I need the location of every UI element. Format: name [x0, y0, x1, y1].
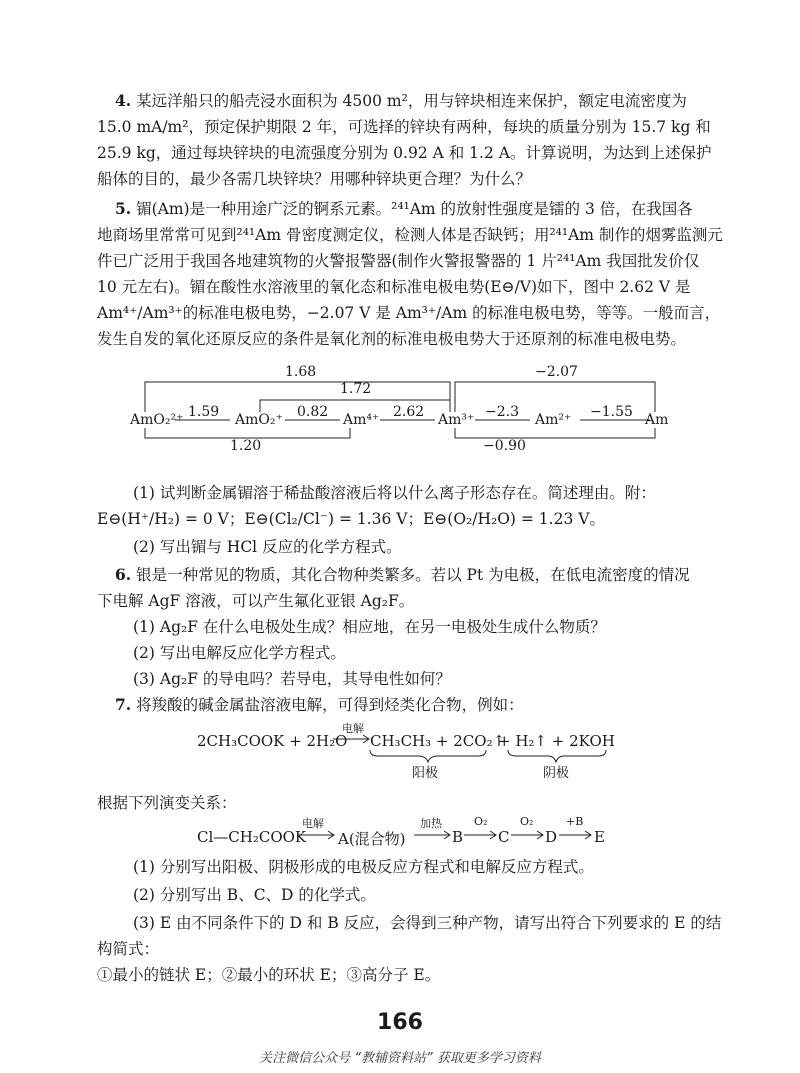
species-amo2-plus: AmO₂⁺ [235, 412, 283, 428]
eq2-arrow-5-icon [559, 829, 595, 841]
potential-1-68: 1.68 [285, 364, 317, 380]
cathode-brace-icon [508, 750, 606, 762]
eq2-arrow-1-icon [298, 829, 338, 841]
potential-0-82: 0.82 [297, 404, 329, 420]
q5-line-5: Am⁴⁺/Am³⁺的标准电极电势，−2.07 V 是 Am³⁺/Am 的标准电极电势，等等。一般而言， [97, 304, 721, 322]
bracket-1-20 [145, 428, 350, 438]
eq2-start: Cl—CH₂COOK [197, 828, 307, 846]
anode-label: 阳极 [412, 766, 439, 781]
q7-line-2: 根据下列演变关系： [97, 794, 237, 812]
eq1-braces [368, 748, 613, 766]
bracket-m0-90 [455, 428, 655, 438]
potential-1-59: 1.59 [188, 404, 220, 420]
potential-m2-3: −2.3 [485, 404, 519, 420]
q5-sub2: (2) 写出镅与 HCl 反应的化学方程式。 [133, 538, 402, 556]
q5-line-3: 件已广泛用于我国各地建筑物的火警报警器(制作火警报警器的 1 片²⁴¹Am 我国批发价仅 [97, 252, 700, 270]
eq2-cond-3: O₂ [474, 815, 488, 828]
eq2-c: C [498, 828, 510, 846]
eq2-e: E [594, 828, 605, 846]
eq1-right-1: CH₃CH₃ + 2CO₂↑ [370, 732, 506, 750]
species-am-2plus: Am²⁺ [535, 412, 572, 428]
q7-sub3-line-3: ①最小的链状 E；②最小的环状 E；③高分子 E。 [97, 966, 441, 984]
q6-sub1: (1) Ag₂F 在什么电极处生成？相应地，在另一电极处生成什么物质？ [133, 618, 606, 636]
eq2-cond-1: 电解 [302, 817, 324, 830]
q4-number: 4. [115, 91, 132, 110]
q5-line-4: 10 元左右)。镅在酸性水溶液里的氧化态和标准电极电势(E⊖/V)如下，图中 2.62 V 是 [97, 278, 691, 296]
q6-line-1: 6. 银是一种常见的物质，其化合物种类繁多。若以 Pt 为电极，在低电流密度的情况 [115, 565, 690, 584]
eq2-arrow-2-icon [414, 829, 454, 841]
species-am-3plus: Am³⁺ [438, 412, 475, 428]
potential-1-72: 1.72 [340, 381, 372, 397]
species-am: Am [645, 412, 669, 428]
q7-line-1: 7. 将羧酸的碱金属盐溶液电解，可得到烃类化合物，例如： [115, 695, 524, 714]
q7-sub3-line-2: 构简式： [97, 940, 160, 958]
latimer-diagram [125, 360, 685, 460]
q4-line-3: 25.9 kg，通过每块锌块的电流强度分别为 0.92 A 和 1.2 A。计算说明，为达到上述保护 [97, 144, 712, 162]
q5-sub1-line-2: E⊖(H⁺/H₂) = 0 V；E⊖(Cl₂/Cl⁻) = 1.36 V；E⊖(O₂/H₂O) = 1.23 V。 [97, 510, 605, 528]
q5-number: 5. [115, 199, 132, 218]
q4-line-1: 4. 某远洋船只的船壳浸水面积为 4500 m²，用与锌块相连来保护，额定电流密度为 [115, 91, 687, 110]
eq2-arrow-3-icon [464, 829, 500, 841]
q6-sub3: (3) Ag₂F 的导电吗？若导电，其导电性如何？ [133, 670, 451, 688]
q5-sub1-line-1: (1) 试判断金属镅溶于稀盐酸溶液后将以什么离子形态存在。简述理由。附： [133, 484, 656, 502]
eq2-d: D [545, 828, 558, 846]
q6-sub2: (2) 写出电解反应化学方程式。 [133, 644, 346, 662]
eq2-b: B [452, 828, 464, 846]
q7-sub1: (1) 分别写出阳极、阴极形成的电极反应方程式和电解反应方程式。 [133, 858, 594, 876]
anode-brace-icon [370, 750, 486, 762]
species-amo2-2plus: AmO₂²⁺ [130, 412, 184, 428]
q4-line-2: 15.0 mA/m²，预定保护期限 2 年，可选择的锌块有两种，每块的质量分别为 15.7 kg 和 [97, 118, 711, 136]
q6-line-2: 下电解 AgF 溶液，可以产生氟化亚银 Ag₂F。 [97, 592, 415, 610]
eq2-arrow-4-icon [511, 829, 547, 841]
cathode-label: 阴极 [543, 766, 570, 781]
potential-m0-90: −0.90 [483, 438, 526, 454]
page-number: 166 [377, 1010, 423, 1035]
eq1-right-2: + H₂↑ + 2KOH [498, 732, 615, 750]
eq2-cond-5: +B [566, 815, 584, 828]
q6-number: 6. [115, 565, 132, 584]
footer-notice: 关注微信公众号 “教辅资料站” 获取更多学习资料 [259, 1051, 541, 1066]
potential-2-62: 2.62 [393, 404, 425, 420]
eq2-a: A(混合物) [338, 830, 406, 848]
q5-line-1: 5. 镅(Am)是一种用途广泛的锕系元素。²⁴¹Am 的放射性强度是镭的 3 倍，在我国各 [115, 199, 693, 218]
potential-m1-55: −1.55 [590, 404, 633, 420]
species-am-4plus: Am⁴⁺ [343, 412, 380, 428]
q5-line-6: 发生自发的氧化还原反应的条件是氧化剂的标准电极电势大于还原剂的标准电极电势。 [97, 330, 687, 348]
eq1-left: 2CH₃COOK + 2H₂O [197, 732, 348, 750]
eq2-cond-4: O₂ [520, 815, 534, 828]
potential-1-20: 1.20 [230, 438, 262, 454]
q7-sub3-line-1: (3) E 由不同条件下的 D 和 B 反应，会得到三种产物，请写出符合下列要求的 E 的结 [133, 914, 722, 932]
q5-line-2: 地商场里常常可见到²⁴¹Am 骨密度测定仪，检测人体是否缺钙；用²⁴¹Am 制作的烟雾监测元 [97, 226, 723, 244]
eq1-arrow-icon [333, 733, 373, 745]
q4-line-4: 船体的目的，最少各需几块锌块？用哪种锌块更合理？为什么？ [97, 170, 532, 188]
q7-sub2: (2) 分别写出 B、C、D 的化学式。 [133, 886, 376, 904]
potential-m2-07: −2.07 [535, 364, 578, 380]
q7-number: 7. [115, 695, 132, 714]
eq2-cond-2: 加热 [420, 817, 442, 830]
eq1-condition: 电解 [342, 722, 364, 735]
